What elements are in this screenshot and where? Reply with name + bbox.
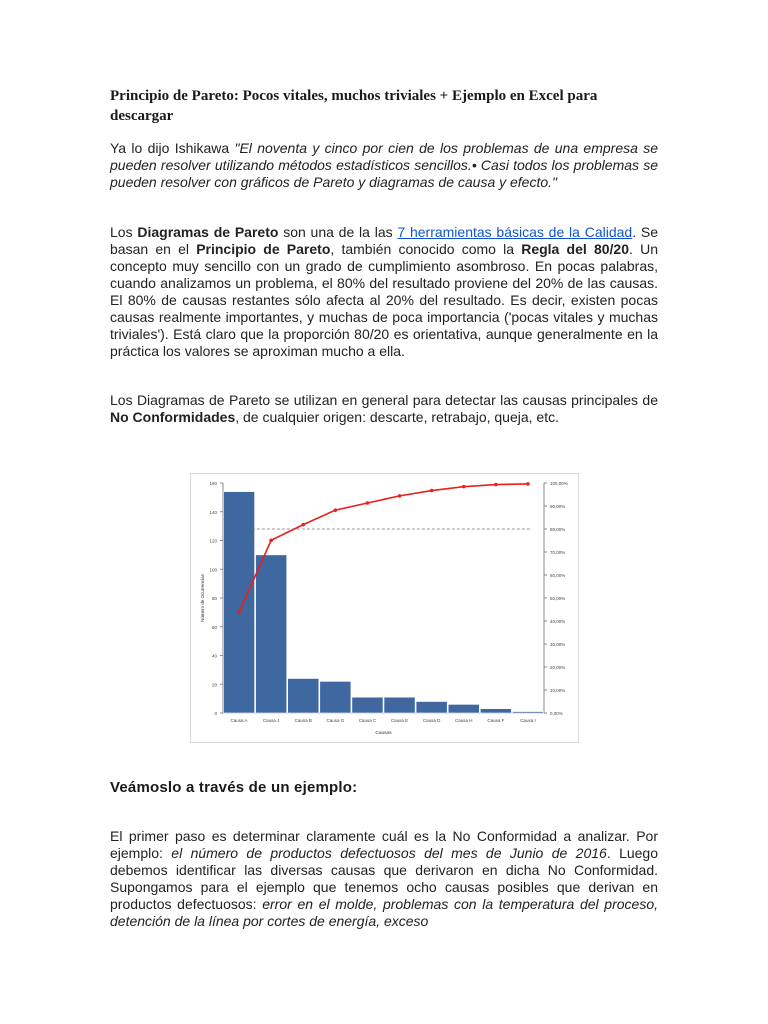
bar — [480, 709, 511, 713]
paragraph-ejemplo — [110, 828, 658, 930]
y2-tick-label: 20,00% — [550, 665, 566, 670]
text: , de cualquier origen: descarte, retrabajo, queja, etc. — [235, 409, 559, 425]
italic-text: error en el molde, problemas con la temperatura del proceso, detención de la línea por cortes de energía, exceso — [110, 896, 658, 929]
x-tick-label: Causa E — [390, 718, 409, 723]
y2-tick-label: 60,00% — [550, 573, 566, 578]
y-tick-label: 100 — [209, 567, 217, 573]
y-tick-label: 80 — [211, 596, 217, 601]
text: Los — [110, 224, 138, 240]
y-tick-label: 60 — [211, 624, 217, 630]
paragraph-uso — [110, 392, 658, 426]
cumulative-point — [269, 538, 273, 542]
x-tick-label: Causa H — [454, 718, 473, 723]
bar — [224, 492, 255, 713]
y2-tick-label: 90,00% — [550, 504, 566, 509]
chart-svg — [191, 474, 578, 742]
bar — [256, 555, 287, 713]
y-tick-label: 120 — [209, 538, 217, 544]
y-tick-label: 140 — [209, 509, 217, 515]
cumulative-point — [301, 523, 305, 527]
section-heading: Veámoslo a través de un ejemplo: — [110, 779, 358, 796]
bold-term: Principio de Pareto — [196, 241, 331, 257]
cumulative-point — [237, 610, 241, 614]
text: son una de la las — [278, 224, 398, 240]
ishikawa-intro: Ya lo dijo Ishikawa — [110, 140, 235, 156]
paragraph-ishikawa — [110, 140, 658, 191]
x-tick-label: Causa C — [358, 718, 377, 723]
y-tick-label: 20 — [211, 682, 217, 688]
y2-tick-label: 0,00% — [550, 711, 563, 716]
y2-tick-label: 70,00% — [550, 550, 566, 555]
cumulative-point — [366, 501, 370, 505]
x-tick-label: Causa F — [487, 718, 505, 723]
bold-term: Diagramas de Pareto — [137, 224, 279, 240]
text: El primer paso es determinar claramente cuál es la No Conformidad a analizar. Por ejemplo: — [110, 828, 658, 861]
paragraph-pareto — [110, 224, 658, 360]
text: . Se basan en el — [110, 224, 658, 257]
bar — [288, 679, 319, 714]
bar — [512, 712, 543, 713]
page-title: Principio de Pareto: Pocos vitales, muchos triviales + Ejemplo en Excel para descargar — [110, 88, 598, 124]
x-tick-label: Causa G — [326, 718, 345, 723]
text: , también conocido como la — [330, 241, 522, 257]
x-tick-label: Causa D — [422, 718, 441, 723]
cumulative-point — [526, 482, 530, 486]
x-tick-label: Causa B — [294, 718, 312, 723]
herramientas-link[interactable]: 7 herramientas básicas de la Calidad — [397, 224, 633, 240]
cumulative-point — [334, 508, 338, 512]
y-tick-label: 160 — [209, 481, 217, 486]
y-axis-label: Número de Ocurrencias — [200, 574, 205, 622]
x-tick-label: Causa I — [520, 718, 536, 723]
x-tick-label: Causa A — [230, 718, 248, 723]
pareto-chart — [190, 473, 579, 743]
y2-tick-label: 50,00% — [550, 596, 566, 601]
italic-text: el número de productos defectuosos del mes de Junio de 2016 — [171, 845, 607, 861]
bold-term: No Conformidades — [110, 409, 236, 425]
y-tick-label: 0 — [214, 711, 217, 716]
y2-tick-label: 80,00% — [550, 527, 566, 532]
y2-tick-label: 30,00% — [550, 642, 566, 647]
cumulative-point — [462, 485, 466, 489]
bar — [448, 704, 479, 713]
bold-term: Regla del 80/20 — [521, 241, 629, 257]
x-tick-label: Causa J — [262, 718, 280, 723]
cumulative-point — [398, 494, 402, 498]
cumulative-point — [430, 489, 434, 493]
y2-tick-label: 40,00% — [550, 619, 566, 624]
bar — [320, 681, 351, 713]
y2-tick-label: 100,00% — [550, 481, 568, 486]
y-tick-label: 40 — [211, 653, 217, 659]
x-axis-label: Causas — [375, 731, 392, 736]
bar — [352, 697, 383, 713]
text: . Luego debemos identificar las diversas causas que derivaron en dicha No Conformidad. Supongamos para el ejemplo que tenemos ocho causas posibles que derivan en productos defectuosos: — [110, 845, 659, 912]
y2-tick-label: 10,00% — [550, 688, 566, 693]
text: Los Diagramas de Pareto se utilizan en general para detectar las causas principales de — [110, 392, 658, 408]
bar — [416, 702, 447, 714]
cumulative-point — [494, 483, 498, 487]
bar — [384, 697, 415, 713]
text: . Un concepto muy sencillo con un grado de cumplimiento asombroso. En pocas palabras, cuando analizamos un problema, el 80% del resultado proviene del 20% de las causas. El 80% de causas restantes sólo afecta al 20% del resultado. Es decir, existen pocas causas realmente importantes, y muchas de poca importancia ('pocas vitales y muchas triviales'). Está claro que la proporción 80/20 es orientativa, aunque generalmente en la práctica los valores se aproximan mucho a ella. — [110, 241, 658, 359]
ishikawa-quote: "El noventa y cinco por cien de los problemas de una empresa se pueden resolver utilizando métodos estadísticos sencillos.• Casi todos los problemas se pueden resolver con gráficos de Pareto y diagramas de causa y efecto." — [110, 140, 658, 190]
